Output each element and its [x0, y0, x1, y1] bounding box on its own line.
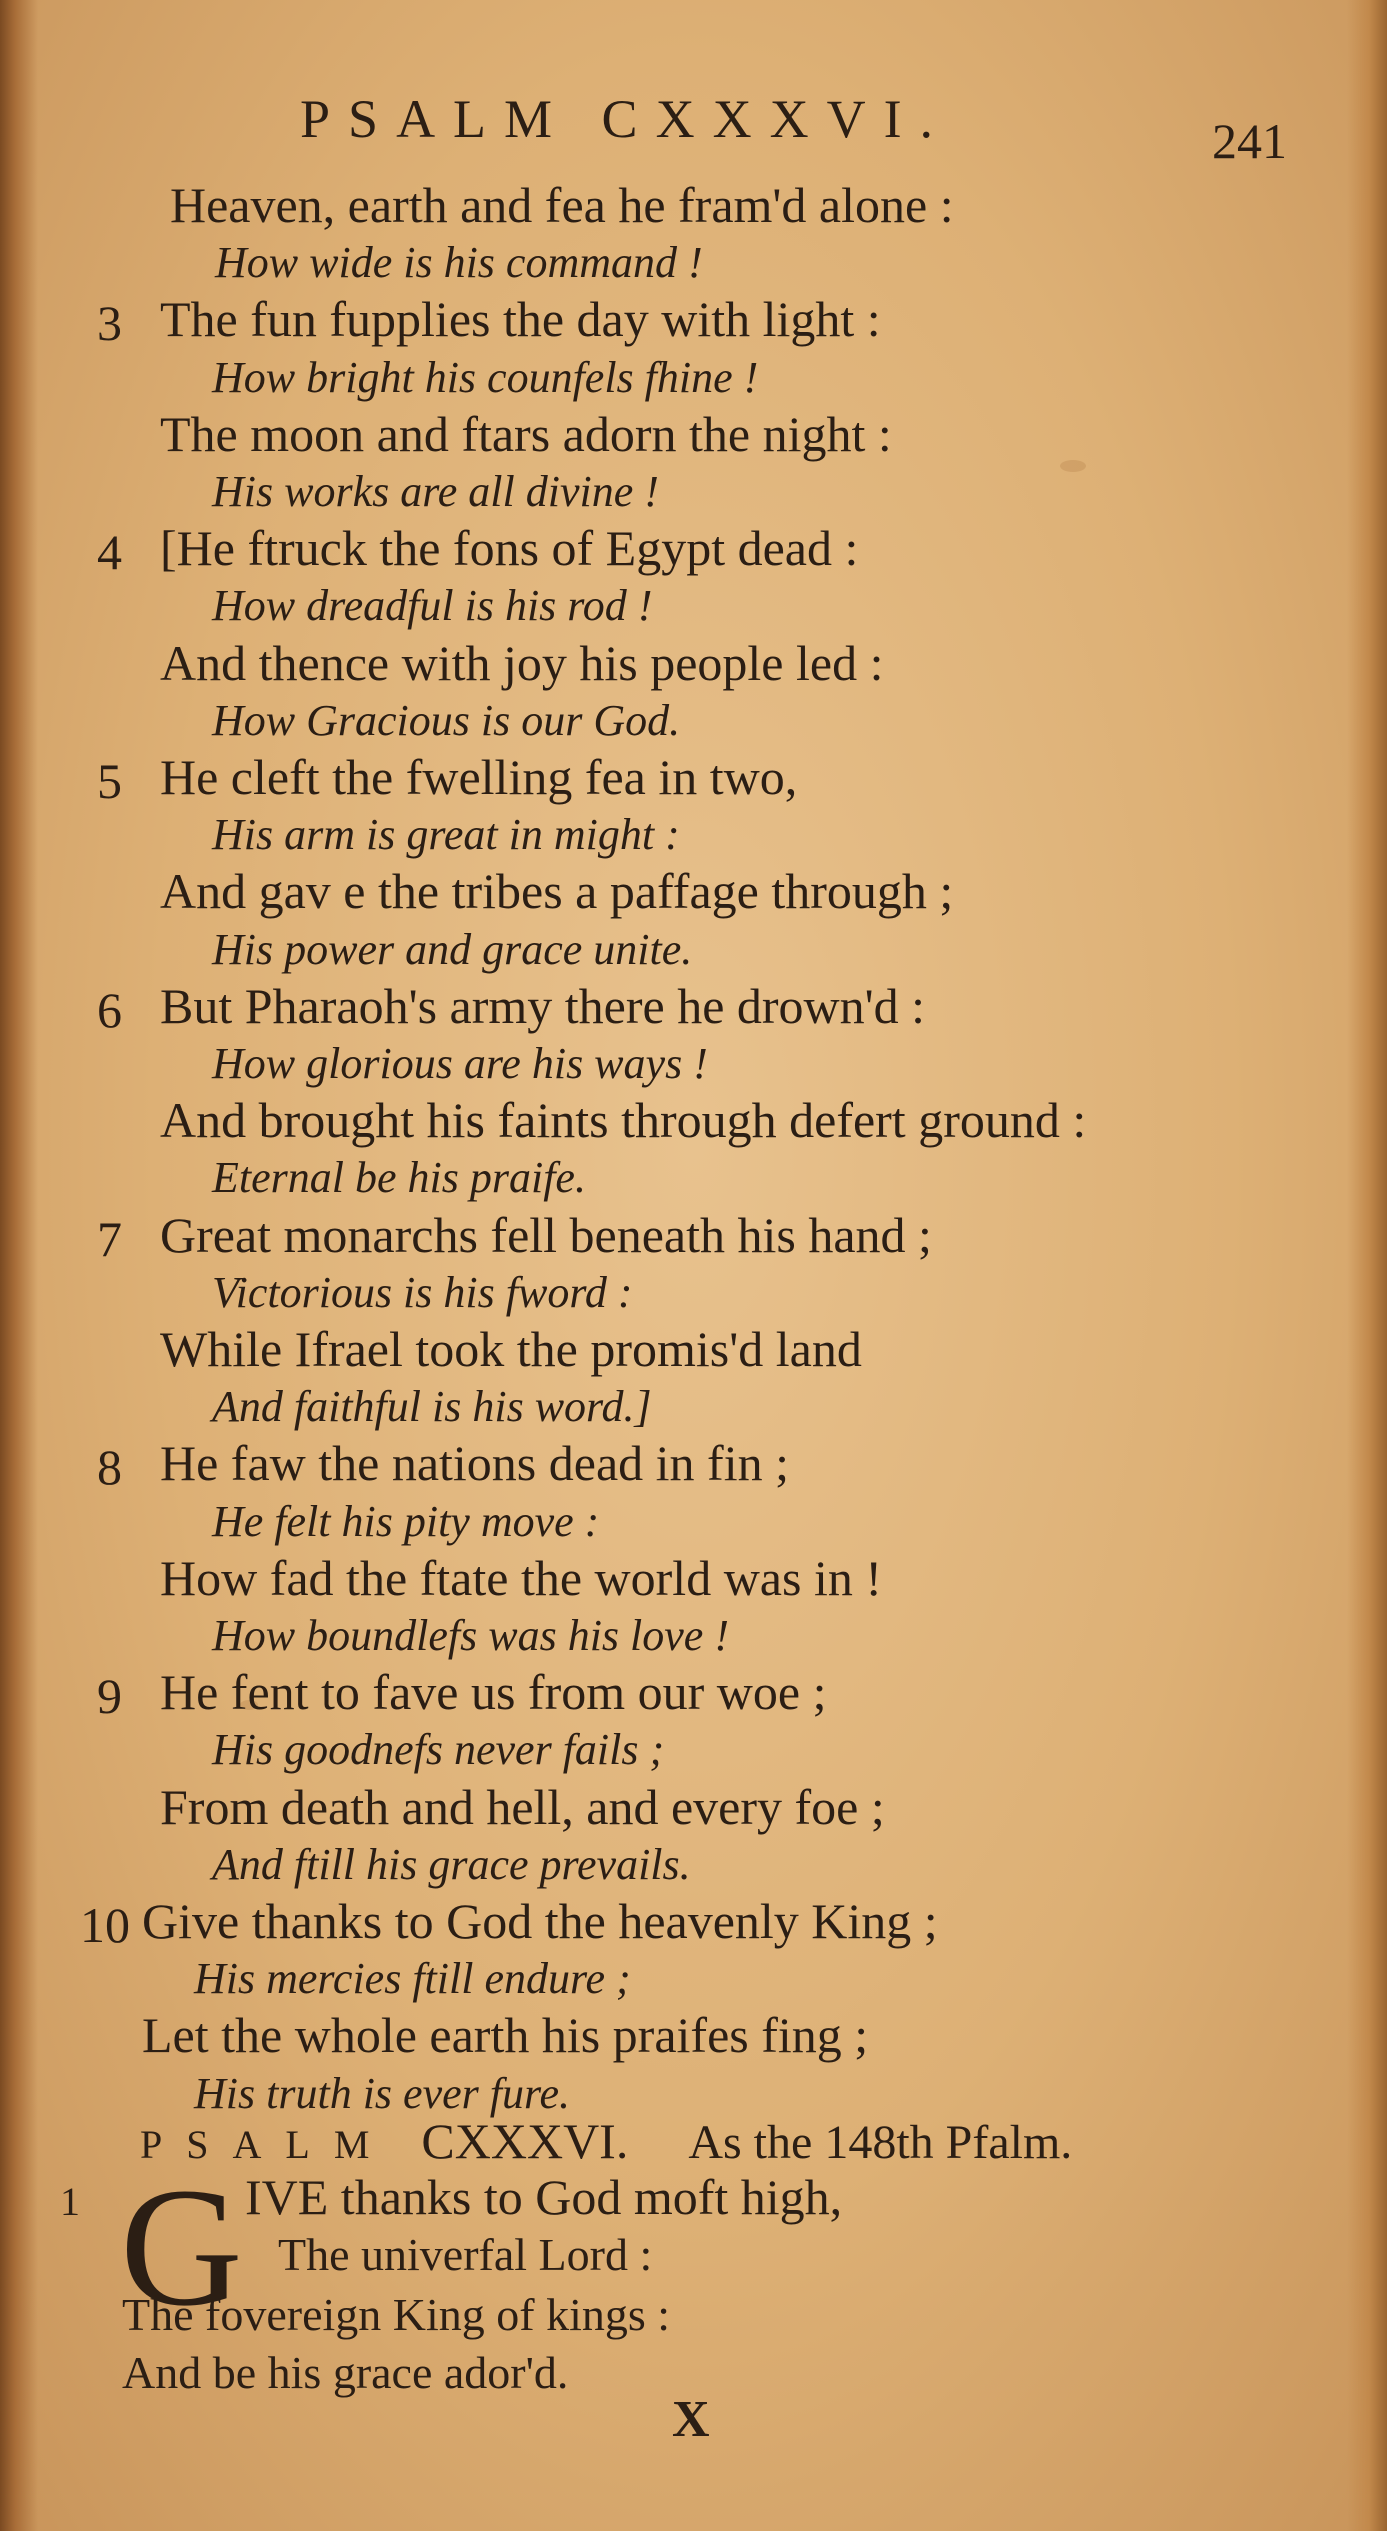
psalm-subheading: [140, 2112, 1072, 2170]
verse-number: 10: [80, 1897, 130, 1953]
refrain-line: How glorious are his ways !: [212, 1039, 708, 1088]
page-number: 241: [1212, 113, 1287, 169]
verse-number: 3: [97, 295, 122, 351]
verse-number: 9: [97, 1668, 122, 1724]
refrain-line: How Gracious is our God.: [212, 696, 681, 745]
refrain-line: And ftill his grace prevails.: [212, 1840, 691, 1889]
verse-number: 5: [97, 753, 122, 809]
verse-line: The fovereign King of kings :: [122, 2289, 671, 2340]
verse-line: Great monarchs fell beneath his hand ;: [160, 1207, 932, 1263]
verse-number: 8: [97, 1439, 122, 1495]
verse-line: And gav e the tribes a paffage through ;: [160, 863, 954, 919]
refrain-line: Victorious is his fword :: [212, 1268, 633, 1317]
page-edge-right: [1347, 0, 1387, 2531]
verse-line: While Ifrael took the promis'd land: [160, 1321, 862, 1377]
verse-line: He cleft the fwelling fea in two,: [160, 749, 798, 805]
verse-number: 7: [97, 1211, 122, 1267]
verse-line: He fent to fave us from our woe ;: [160, 1664, 827, 1720]
refrain-line: And faithful is his word.]: [212, 1382, 652, 1431]
refrain-line: How dreadful is his rod !: [212, 581, 653, 630]
verse-line: He faw the nations dead in fin ;: [160, 1435, 789, 1491]
refrain-line: How bright his counfels fhine !: [212, 353, 759, 402]
refrain-line: His power and grace unite.: [212, 925, 693, 974]
verse-line: But Pharaoh's army there he drown'd :: [160, 978, 926, 1034]
psalm-word: PSALM: [140, 2122, 394, 2167]
refrain-line: He felt his pity move :: [212, 1497, 600, 1546]
verse-line: The moon and ftars adorn the night :: [160, 406, 892, 462]
verse-line: IVE thanks to God moft high,: [245, 2169, 843, 2225]
verse-line: The univerfal Lord :: [278, 2229, 653, 2280]
signature-mark: X: [672, 2391, 710, 2448]
drop-cap: G: [120, 2153, 243, 2341]
verse-line: [He ftruck the fons of Egypt dead :: [160, 520, 859, 576]
verse-line: The fun fupplies the day with light :: [160, 291, 881, 347]
verse-number: 4: [97, 524, 122, 580]
refrain-line: His arm is great in might :: [212, 810, 680, 859]
running-title: PSALM CXXXVI.: [300, 89, 952, 149]
refrain-line: His truth is ever fure.: [194, 2069, 570, 2118]
verse-line: Heaven, earth and fea he fram'd alone :: [170, 177, 954, 233]
verse-line: Let the whole earth his praifes fing ;: [142, 2007, 869, 2063]
verse-number: 6: [97, 982, 122, 1038]
verse-line: Give thanks to God the heavenly King ;: [142, 1893, 938, 1949]
tune-note: As the 148th Pfalm.: [688, 2116, 1073, 2169]
refrain-line: His mercies ftill endure ;: [194, 1954, 631, 2003]
refrain-line: His works are all divine !: [212, 467, 659, 516]
refrain-line: Eternal be his praife.: [212, 1153, 586, 1202]
ink-speck: [1060, 460, 1086, 472]
verse-number: 1: [60, 2179, 80, 2224]
verse-line: And brought his faints through defert ground :: [160, 1092, 1087, 1148]
refrain-line: How boundlefs was his love !: [212, 1611, 729, 1660]
verse-line: How fad the ftate the world was in !: [160, 1550, 882, 1606]
psalm-number: CXXXVI.: [421, 2113, 629, 2169]
verse-line: From death and hell, and every foe ;: [160, 1779, 885, 1835]
page-edge-left: [0, 0, 38, 2531]
verse-line: And thence with joy his people led :: [160, 635, 884, 691]
refrain-line: How wide is his command !: [215, 238, 703, 287]
verse-line: And be his grace ador'd.: [122, 2347, 569, 2398]
refrain-line: His goodnefs never fails ;: [212, 1725, 665, 1774]
